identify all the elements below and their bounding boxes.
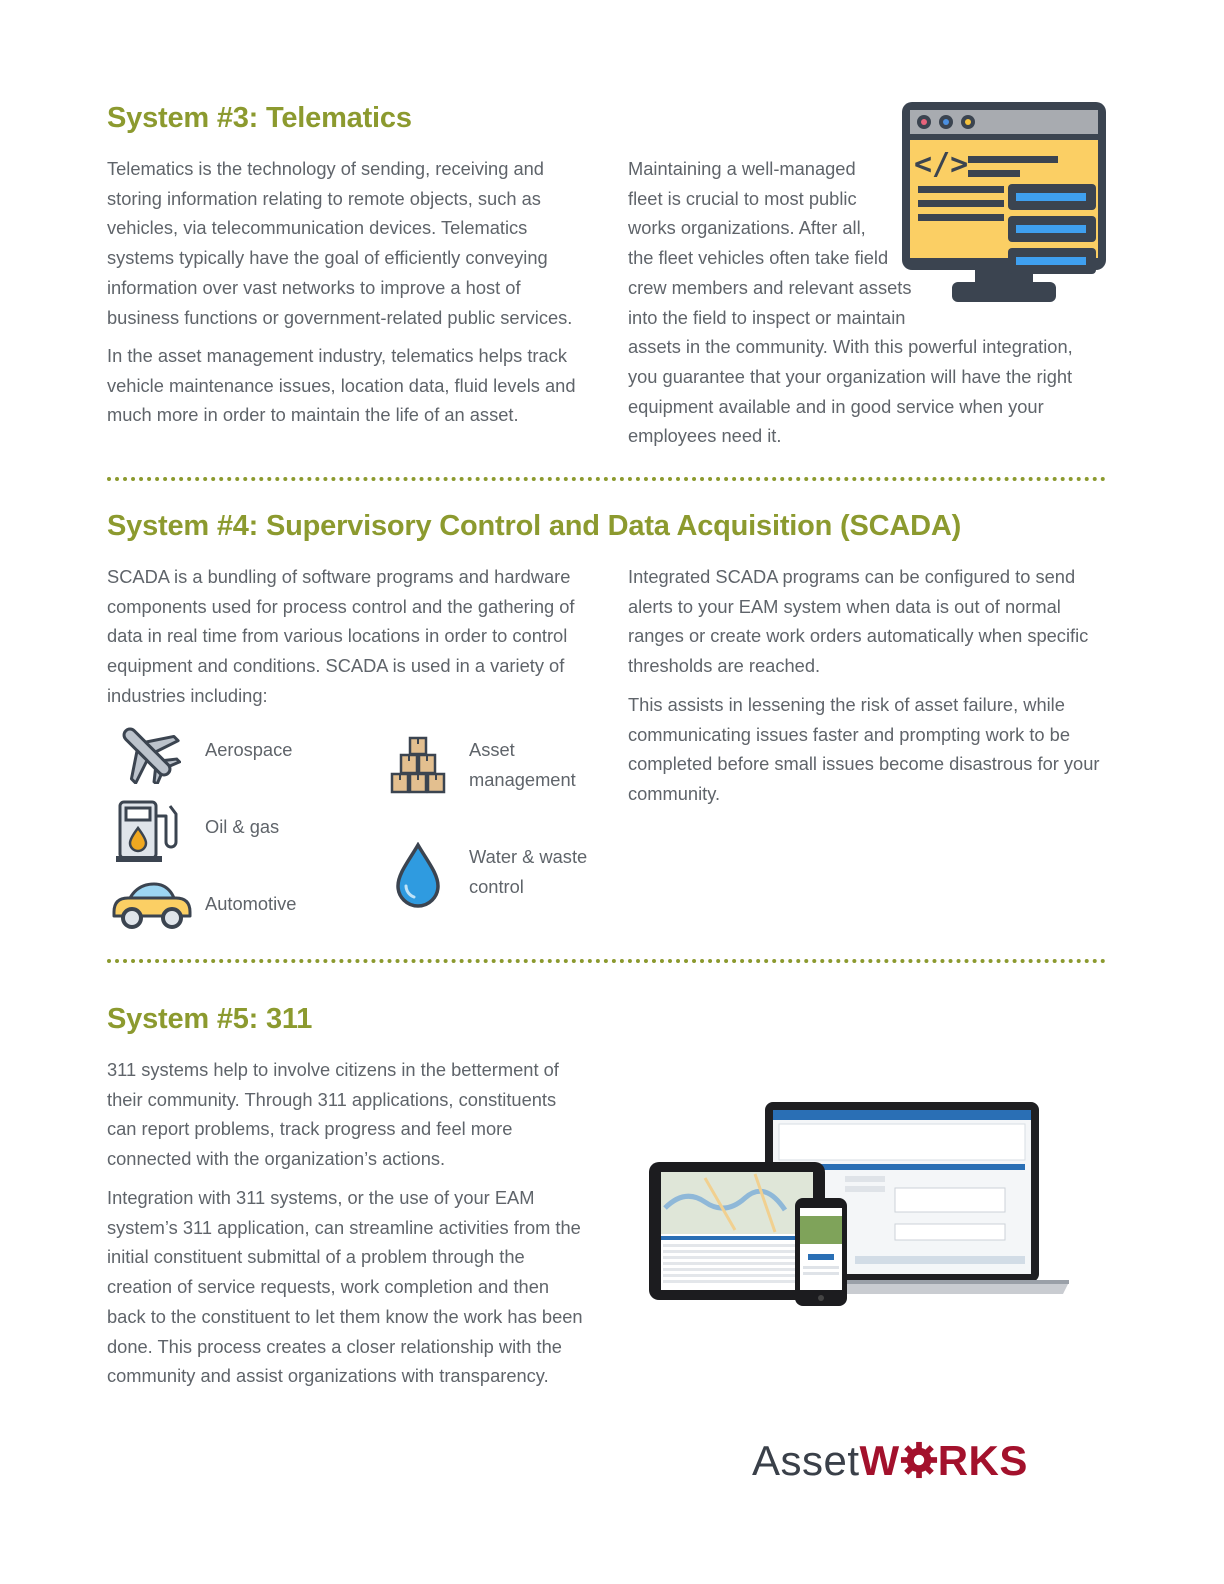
telematics-right-line: the fleet vehicles often take field xyxy=(628,247,889,269)
industry-oil-gas: Oil & gas xyxy=(205,816,280,837)
scada-right-paragraph-2: This assists in lessening the risk of asset failure, while communicating issues faster and prompting work to be completed before small issues become disastrous for your community. xyxy=(628,694,1100,805)
telematics-paragraph-2: In the asset management industry, telematics helps track vehicle maintenance issues, location data, fluid levels and much more in order to maintain the life of an asset. xyxy=(107,345,576,426)
section-divider xyxy=(107,477,1106,481)
logo-text-w: W xyxy=(859,1437,900,1484)
industry-water-waste-line: control xyxy=(469,875,524,897)
telematics-right-line: fleet is crucial to most public xyxy=(628,187,857,209)
industry-water-waste-line: Water & waste xyxy=(469,846,588,867)
telematics-right-line: equipment available and in good service when your xyxy=(628,395,1044,417)
section-divider xyxy=(107,959,1106,963)
industry-asset-management-line: management xyxy=(469,768,576,790)
industry-asset-management xyxy=(469,735,576,794)
assetworks-logo xyxy=(752,1437,1028,1485)
telematics-right-line: works organizations. After all, xyxy=(628,217,866,239)
scada-left-paragraph: SCADA is a bundling of software programs and hardware components used for process control and the gathering of data in real time from various locations in order to control equipment and conditions. SCADA is used in a variety of industries including: xyxy=(107,566,575,706)
gear-icon xyxy=(900,1441,938,1479)
devices-illustration xyxy=(645,1098,1071,1308)
industry-asset-management-line: Asset xyxy=(469,739,515,760)
logo-text-asset: Asset xyxy=(752,1437,860,1484)
s311-paragraph-1: 311 systems help to involve citizens in the betterment of their community. Through 311 applications, constituents can report problems, track progress and feel more connected with the organization’s actions. xyxy=(107,1059,559,1170)
telematics-right-line: into the field to inspect or maintain xyxy=(628,306,906,328)
svg-text:</>: </> xyxy=(914,147,969,182)
s311-heading: System #5: 311 xyxy=(107,1003,313,1035)
industry-aerospace: Aerospace xyxy=(205,739,293,760)
telematics-heading: System #3: Telematics xyxy=(107,102,412,134)
car-icon xyxy=(110,878,194,930)
industry-automotive: Automotive xyxy=(205,893,297,914)
fuel-pump-icon xyxy=(116,798,186,864)
s311-paragraph-2: Integration with 311 systems, or the use of your EAM system’s 311 application, can streamline activities from the initial constituent submittal of a problem through the creation of service requests, work completion and then back to the constituent to let them know the work has been done. This process creates a closer relationship with the community and assist organizations with transparency. xyxy=(107,1187,583,1387)
telematics-right-line: employees need it. xyxy=(628,425,782,447)
telematics-right-line: crew members and relevant assets xyxy=(628,276,912,298)
airplane-icon xyxy=(113,720,181,784)
water-drop-icon xyxy=(394,842,442,908)
telematics-right-line: Maintaining a well-managed xyxy=(628,158,856,179)
scada-right-paragraph-1: Integrated SCADA programs can be configured to send alerts to your EAM system when data is out of normal ranges or create work orders automatically when specific thresholds are reached. xyxy=(628,566,1089,677)
scada-heading: System #4: Supervisory Control and Data Acquisition (SCADA) xyxy=(107,510,962,542)
industry-water-waste xyxy=(469,842,587,901)
telematics-right-line: assets in the community. With this powerful integration, xyxy=(628,336,1073,358)
logo-text-rks: RKS xyxy=(937,1437,1028,1484)
telematics-right-line: you guarantee that your organization will have the right xyxy=(628,365,1073,387)
telematics-paragraph-1: Telematics is the technology of sending, receiving and storing information relating to remote objects, such as vehicles, via telecommunication devices. Telematics systems typically have the goal of efficiently conveying information over vast networks to improve a host of business functions or government-related public services. xyxy=(107,158,573,328)
boxes-icon xyxy=(390,736,446,794)
code-monitor-icon xyxy=(900,100,1108,305)
